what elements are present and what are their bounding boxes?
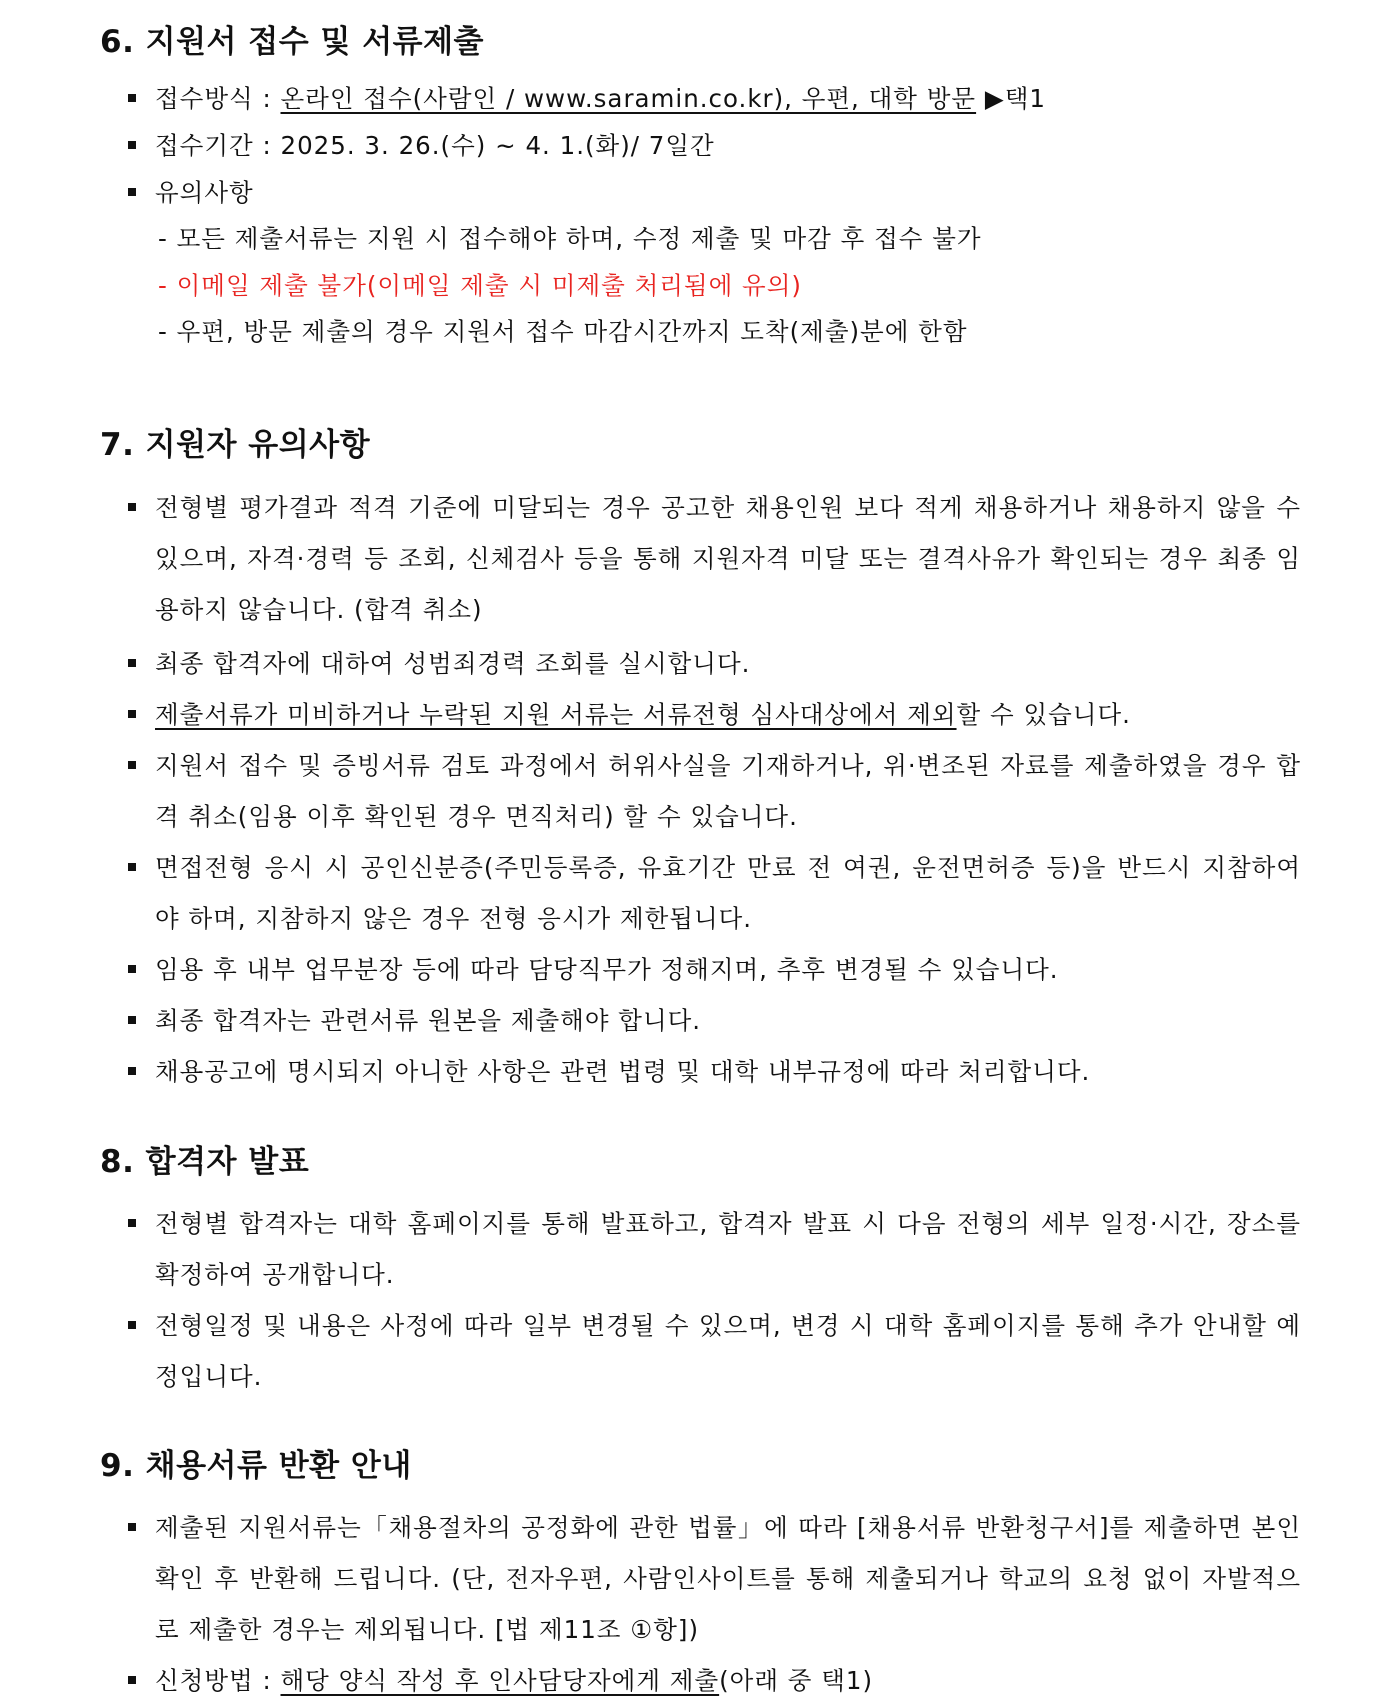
item-prefix: 접수방식 : <box>155 84 281 113</box>
bullet-marker <box>128 659 136 667</box>
section-9-heading: 9. 채용서류 반환 안내 <box>100 1448 412 1484</box>
bullet-marker <box>128 1676 136 1684</box>
list-item-text <box>155 73 1301 124</box>
bullet-marker <box>128 503 136 511</box>
item-underlined-text: 해당 양식 작성 후 인사담당자에게 제출 <box>280 1666 720 1695</box>
list-item-text: 접수기간 : 2025. 3. 26.(수) ~ 4. 1.(화)/ 7일간 <box>155 131 715 160</box>
list-item-text: 전형일정 및 내용은 사정에 따라 일부 변경될 수 있으며, 변경 시 대학 홈페이지를 통해 추가 안내할 예정입니다. <box>155 1311 1301 1391</box>
bullet-marker <box>128 1016 136 1024</box>
list-item-text: 제출된 지원서류는「채용절차의 공정화에 관한 법률」에 따라 [채용서류 반환청구서]를 제출하면 본인 확인 후 반환해 드립니다. (단, 전자우편, 사람인사이트를 통해 제출되거나 학교의 요청 없이 자발적으로 제출한 경우는 제외됩니다. [법 제11조 ①항]) <box>155 1513 1310 1644</box>
note-line: - 모든 제출서류는 지원 시 접수해야 하며, 수정 제출 및 마감 후 접수 불가 <box>158 224 982 253</box>
bullet-marker <box>128 1523 136 1531</box>
bullet-marker <box>128 1219 136 1227</box>
item-suffix: (아래 중 택1) <box>719 1666 874 1695</box>
item-suffix: 할 수 있습니다. <box>956 700 1131 729</box>
list-item-text: 유의사항 <box>155 178 254 207</box>
section-7-heading: 7. 지원자 유의사항 <box>100 427 371 463</box>
list-item-text: 전형별 평가결과 적격 기준에 미달되는 경우 공고한 채용인원 보다 적게 채용하거나 채용하지 않을 수 있으며, 자격·경력 등 조회, 신체검사 등을 통해 지원자격 미달 또는 결격사유가 확인되는 경우 최종 임용하지 않습니다. (합격 취소) <box>155 493 1310 624</box>
list-item-text: 임용 후 내부 업무분장 등에 따라 담당직무가 정해지며, 추후 변경될 수 있습니다. <box>155 955 1059 984</box>
note-line-warning: - 이메일 제출 불가(이메일 제출 시 미제출 처리됨에 유의) <box>158 271 802 300</box>
list-item-text: 면접전형 응시 시 공인신분증(주민등록증, 유효기간 만료 전 여권, 운전면허증 등)을 반드시 지참하여야 하며, 지참하지 않은 경우 전형 응시가 제한됩니다. <box>155 853 1301 933</box>
list-item-text: 지원서 접수 및 증빙서류 검토 과정에서 허위사실을 기재하거나, 위·변조된 자료를 제출하였을 경우 합격 취소(임용 이후 확인된 경우 면직처리) 할 수 있습니다. <box>155 751 1301 831</box>
list-item-text: 채용공고에 명시되지 아니한 사항은 관련 법령 및 대학 내부규정에 따라 처리합니다. <box>155 1057 1091 1086</box>
note-line: - 우편, 방문 제출의 경우 지원서 접수 마감시간까지 도착(제출)분에 한함 <box>158 317 968 346</box>
bullet-marker <box>128 1321 136 1329</box>
bullet-marker <box>128 761 136 769</box>
list-item-text <box>155 689 1301 740</box>
list-item-text: 최종 합격자에 대하여 성범죄경력 조회를 실시합니다. <box>155 649 751 678</box>
list-item-text: 전형별 합격자는 대학 홈페이지를 통해 발표하고, 합격자 발표 시 다음 전형의 세부 일정·시간, 장소를 확정하여 공개합니다. <box>155 1209 1310 1289</box>
bullet-marker <box>128 710 136 718</box>
item-underlined-text: 제출서류가 미비하거나 누락된 지원 서류는 서류전형 심사대상에서 제외 <box>155 700 957 729</box>
bullet-marker <box>128 863 136 871</box>
item-suffix: ▶택1 <box>976 84 1046 113</box>
item-prefix: 신청방법 : <box>155 1666 281 1695</box>
bullet-marker <box>128 965 136 973</box>
list-item-text <box>155 1655 1301 1706</box>
bullet-marker <box>128 188 136 196</box>
section-8-heading: 8. 합격자 발표 <box>100 1144 310 1180</box>
item-underlined-text: 온라인 접수(사람인 / www.saramin.co.kr), 우편, 대학 방문 <box>280 84 977 113</box>
bullet-marker <box>128 141 136 149</box>
list-item-text: 최종 합격자는 관련서류 원본을 제출해야 합니다. <box>155 1006 702 1035</box>
bullet-marker <box>128 1067 136 1075</box>
section-6-heading: 6. 지원서 접수 및 서류제출 <box>100 24 484 60</box>
bullet-marker <box>128 94 136 102</box>
